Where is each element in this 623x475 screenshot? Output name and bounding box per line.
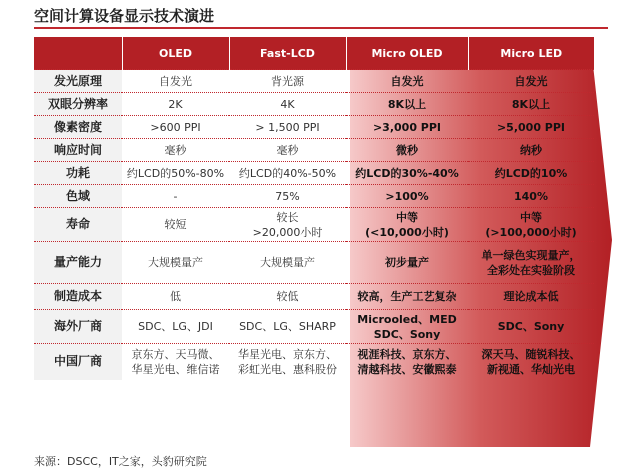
table-cell: 较长 >20,000小时 [252, 210, 323, 239]
table-cell: 75% [275, 189, 300, 203]
table-cell: SDC、Sony [497, 320, 565, 333]
table-row [34, 139, 594, 162]
table-cell: 较高，生产工艺复杂 [357, 290, 457, 303]
table-cell: 京东方、天马微、 华星光电、维信诺 [131, 347, 220, 376]
table-cell: - [173, 189, 178, 203]
table-cell: 华星光电、京东方、 彩虹光电、惠科股份 [238, 347, 337, 376]
row-label: 中国厂商 [34, 344, 122, 380]
table-cell: 低 [170, 290, 181, 303]
table-cell: 毫秒 [276, 143, 299, 157]
header-micro-led: Micro LED [468, 37, 594, 70]
header-corner [34, 37, 122, 70]
table-cell: > 1,500 PPI [255, 120, 320, 134]
table-row [34, 70, 594, 93]
table-row [34, 242, 594, 284]
table-cell: 140% [514, 189, 548, 203]
table-cell: 中等 (>100,000小时) [485, 210, 577, 239]
row-label: 像素密度 [34, 116, 122, 139]
table-cell: SDC、LG、JDI [138, 320, 213, 333]
table-row [34, 185, 594, 208]
table-cell: 大规模量产 [148, 256, 203, 269]
table-cell: 约LCD的40%-50% [238, 166, 337, 180]
table-cell: 深天马、随锐科技、 新视通、华灿光电 [481, 347, 581, 376]
table-cell: 自发光 [514, 74, 548, 88]
table-cell: 背光源 [271, 74, 304, 88]
row-label: 制造成本 [34, 284, 122, 310]
table-cell: 大规模量产 [260, 256, 315, 269]
header-fast-lcd: Fast-LCD [229, 37, 346, 70]
table-cell: Microoled、MED SDC、Sony [357, 312, 457, 341]
header-row [34, 37, 594, 70]
table-cell: 约LCD的50%-80% [126, 166, 225, 180]
page-title: 空间计算设备显示技术演进 [34, 7, 215, 25]
row-label: 响应时间 [34, 139, 122, 162]
table-cell: 约LCD的10% [494, 166, 568, 180]
table-row [34, 208, 594, 242]
row-label: 发光原理 [34, 70, 122, 93]
table-cell: >600 PPI [150, 120, 201, 134]
table-cell: 微秒 [396, 143, 418, 157]
row-label: 色域 [34, 185, 122, 208]
table-cell: 纳秒 [520, 143, 542, 157]
table-cell: 约LCD的30%-40% [355, 166, 459, 180]
table-row [34, 116, 594, 139]
table-cell: 毫秒 [164, 143, 187, 157]
table-cell: >5,000 PPI [496, 120, 566, 134]
table-cell: SDC、LG、SHARP [239, 320, 336, 333]
comparison-table [34, 37, 594, 380]
table-cell: 初步量产 [385, 256, 429, 269]
row-label: 量产能力 [34, 242, 122, 284]
table-row [34, 284, 594, 310]
table-row [34, 93, 594, 116]
table-cell: 8K以上 [511, 97, 551, 111]
table-cell: 视涯科技、京东方、 清越科技、安徽熙泰 [357, 347, 457, 376]
table-row [34, 310, 594, 344]
table-cell: 理论成本低 [503, 290, 559, 303]
row-label: 功耗 [34, 162, 122, 185]
row-label: 海外厂商 [34, 310, 122, 344]
table-cell: 单一绿色实现量产， 全彩处在实验阶段 [481, 248, 581, 277]
row-label: 寿命 [34, 208, 122, 242]
table-row [34, 344, 594, 380]
table-cell: 较短 [164, 218, 187, 231]
table-cell: 自发光 [390, 74, 424, 88]
table-cell: 2K [168, 97, 183, 111]
table-cell: >100% [385, 189, 429, 203]
table-cell: 中等 (<10,000小时) [365, 210, 449, 239]
source-note: 来源：DSCC，IT之家，头豹研究院 [34, 455, 207, 468]
table-cell: 4K [280, 97, 295, 111]
table-cell: >3,000 PPI [372, 120, 442, 134]
row-label: 双眼分辨率 [34, 93, 122, 116]
header-oled: OLED [122, 37, 229, 70]
table-cell: 较低 [276, 290, 299, 303]
table-row [34, 162, 594, 185]
table-cell: 8K以上 [387, 97, 427, 111]
table-cell: 自发光 [159, 74, 192, 88]
header-micro-oled: Micro OLED [346, 37, 468, 70]
